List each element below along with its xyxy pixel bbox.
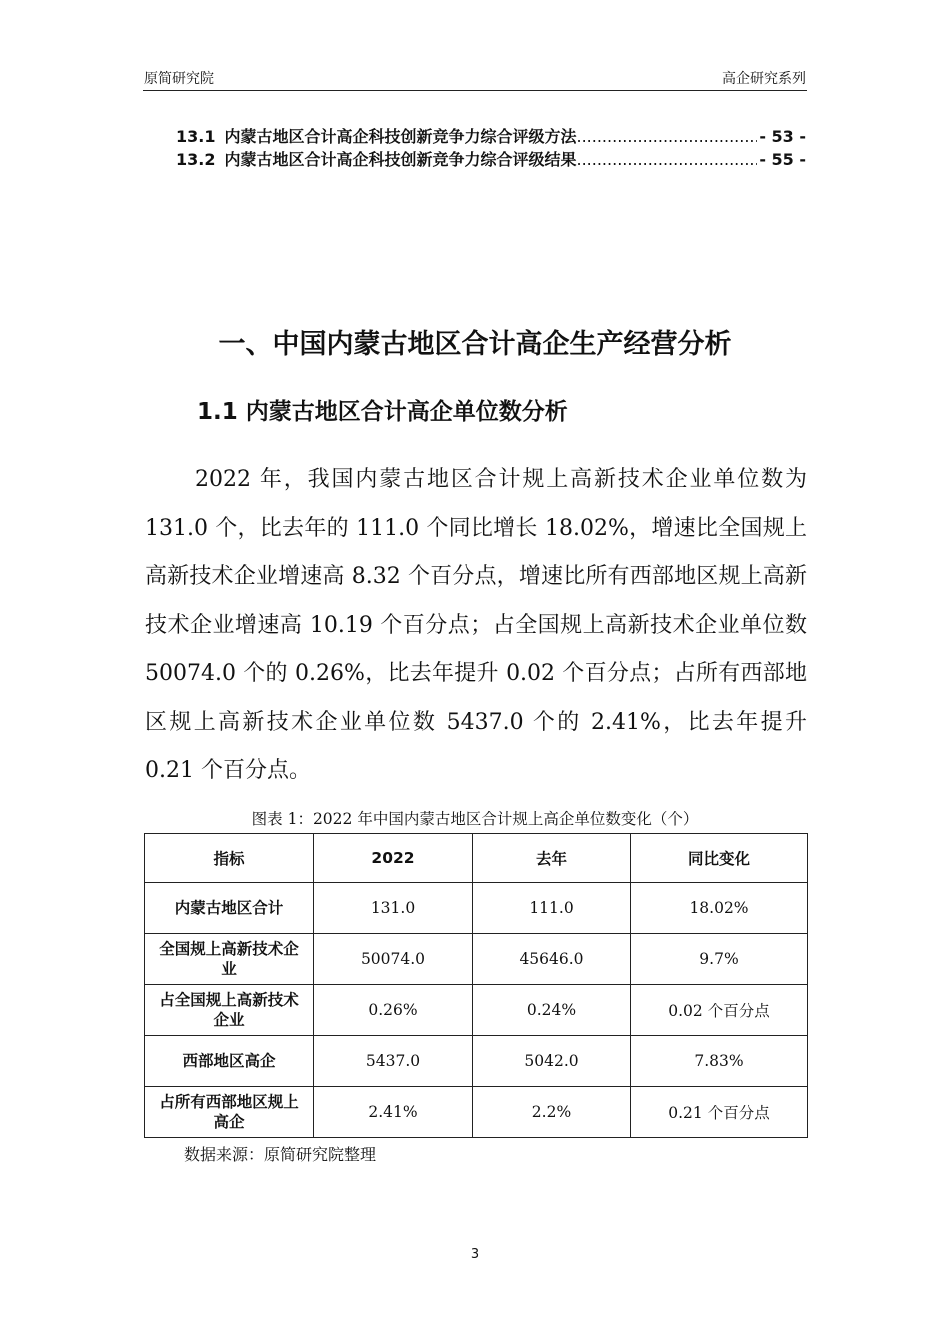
table-cell: 131.0 xyxy=(314,883,473,934)
table-cell: 18.02% xyxy=(631,883,808,934)
table-cell: 111.0 xyxy=(473,883,631,934)
toc-entry-number: 13.2 xyxy=(176,150,216,169)
header-right: 高企研究系列 xyxy=(722,71,806,87)
table-row xyxy=(145,1036,808,1087)
toc-entry-page: - 55 - xyxy=(759,150,806,169)
section-title: 1.1 内蒙古地区合计高企单位数分析 xyxy=(197,399,568,425)
table-row xyxy=(145,1087,808,1138)
table-cell: 7.83% xyxy=(631,1036,808,1087)
table-cell: 50074.0 xyxy=(314,934,473,985)
row-label: 占全国规上高新技术企业 xyxy=(145,985,314,1036)
data-table xyxy=(144,833,808,1138)
toc-entry-page: - 53 - xyxy=(759,127,806,146)
table-cell: 0.26% xyxy=(314,985,473,1036)
row-label: 西部地区高企 xyxy=(145,1036,314,1087)
row-label: 内蒙古地区合计 xyxy=(145,883,314,934)
chapter-title: 一、中国内蒙古地区合计高企生产经营分析 xyxy=(218,329,732,360)
table-row xyxy=(145,934,808,985)
table-cell: 0.24% xyxy=(473,985,631,1036)
row-label: 全国规上高新技术企业 xyxy=(145,934,314,985)
table-row xyxy=(145,985,808,1036)
table-cell: 0.02 个百分点 xyxy=(631,985,808,1036)
table-cell: 9.7% xyxy=(631,934,808,985)
column-header: 去年 xyxy=(473,834,631,883)
table-cell: 2.2% xyxy=(473,1087,631,1138)
toc-leader-dots xyxy=(577,150,758,169)
table-cell: 45646.0 xyxy=(473,934,631,985)
table-cell: 5042.0 xyxy=(473,1036,631,1087)
body-paragraph xyxy=(145,456,807,796)
toc-entry-title: 内蒙古地区合计高企科技创新竞争力综合评级结果 xyxy=(224,150,577,169)
column-header: 2022 xyxy=(314,834,473,883)
paragraph-text: 2022 年，我国内蒙古地区合计规上高新技术企业单位数为 131.0 个，比去年的 111.0 个同比增长 18.02%，增速比全国规上高新技术企业增速高 8.32 个百分点，增速比所有西部地区规上高新技术企业增速高 10.19 个百分点；占全国规上高新技术企业单位数 50074.0 个的 0.26%，比去年提升 0.02 个百分点；占所有西部地区规上高新技术企业单位数 5437.0 个的 2.41%，比去年提升 0.21 个百分点。 xyxy=(145,467,807,783)
table-cell: 2.41% xyxy=(314,1087,473,1138)
page-number: 3 xyxy=(470,1247,480,1262)
toc-entry-number: 13.1 xyxy=(176,127,216,146)
column-header: 指标 xyxy=(145,834,314,883)
toc-entry[interactable] xyxy=(176,147,806,170)
toc-entry[interactable] xyxy=(176,124,806,147)
page-header xyxy=(143,66,807,91)
column-header: 同比变化 xyxy=(631,834,808,883)
row-label: 占所有西部地区规上高企 xyxy=(145,1087,314,1138)
toc-entry-title: 内蒙古地区合计高企科技创新竞争力综合评级方法 xyxy=(224,127,577,146)
table-of-contents xyxy=(176,124,806,170)
data-source-note: 数据来源：原简研究院整理 xyxy=(184,1145,377,1164)
table-cell: 5437.0 xyxy=(314,1036,473,1087)
table-cell: 0.21 个百分点 xyxy=(631,1087,808,1138)
header-left: 原简研究院 xyxy=(144,71,214,87)
toc-leader-dots xyxy=(577,127,758,146)
table-header-row xyxy=(145,834,808,883)
table-caption: 图表 1：2022 年中国内蒙古地区合计规上高企单位数变化（个） xyxy=(251,810,699,828)
table-row xyxy=(145,883,808,934)
